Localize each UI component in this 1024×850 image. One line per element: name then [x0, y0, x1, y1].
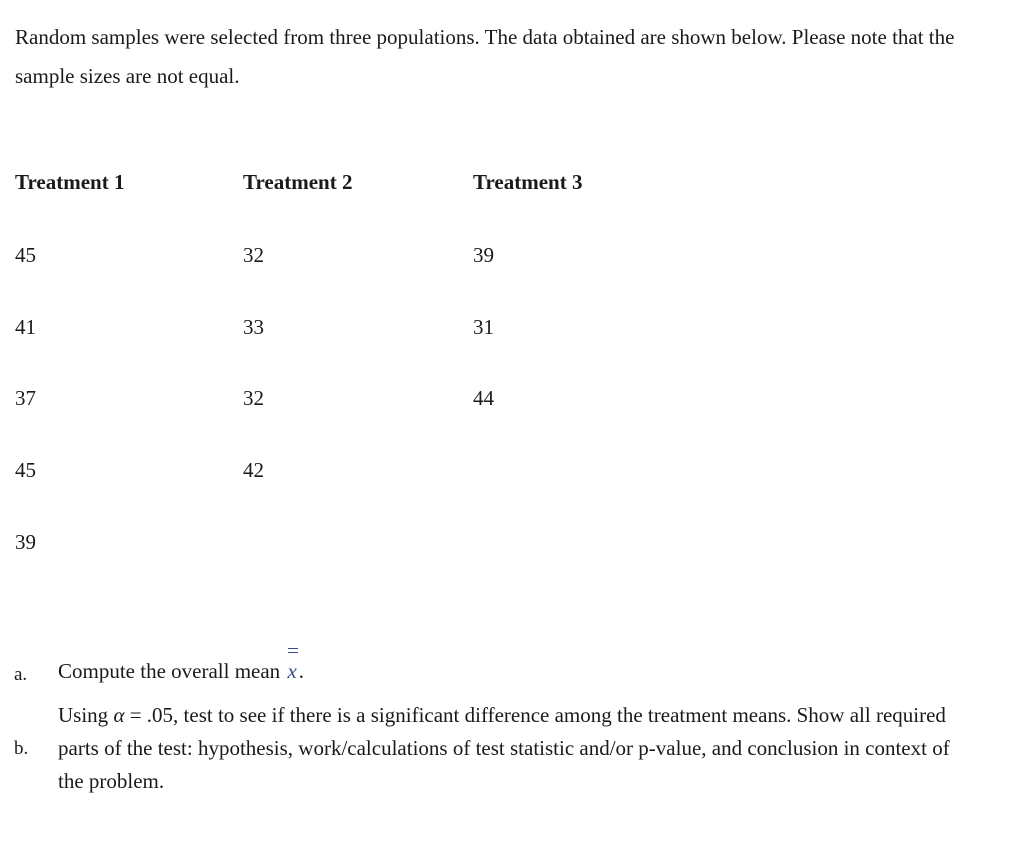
header-treatment-2: Treatment 2 [243, 170, 353, 194]
t1-value: 41 [15, 315, 36, 339]
question-b-body: = .05, test to see if there is a significant difference among the treatment means. Show all required parts of the test: hypothesis, work/calculations of test statistic and/or p-value, and conclusion in context of the problem. [58, 703, 950, 793]
t1-value: 37 [15, 386, 36, 410]
header-treatment-3: Treatment 3 [473, 170, 583, 194]
t3-value: 31 [473, 315, 494, 339]
grand-mean-letter: x [287, 659, 297, 683]
t3-value: 39 [473, 243, 494, 267]
t2-value: 32 [243, 386, 264, 410]
t3-value: 44 [473, 386, 494, 410]
question-a-text [58, 655, 958, 688]
question-b-text [58, 699, 958, 798]
t1-value: 39 [15, 530, 36, 554]
t1-value: 45 [15, 243, 36, 267]
t1-value: 45 [15, 458, 36, 482]
question-a-prompt: Compute the overall mean [58, 659, 281, 683]
question-b-letter: b. [14, 738, 29, 759]
question-a-letter: a. [14, 664, 28, 685]
question-a-period: . [298, 659, 305, 683]
intro-paragraph: Random samples were selected from three populations. The data obtained are shown below. Please note that the sample sizes are not equal. [15, 25, 955, 88]
alpha-symbol: α [113, 703, 125, 727]
question-b-prefix: Using [58, 703, 109, 727]
t2-value: 33 [243, 315, 264, 339]
t2-value: 42 [243, 458, 264, 482]
header-treatment-1: Treatment 1 [15, 170, 125, 194]
grand-mean-symbol [285, 655, 298, 688]
t2-value: 32 [243, 243, 264, 267]
